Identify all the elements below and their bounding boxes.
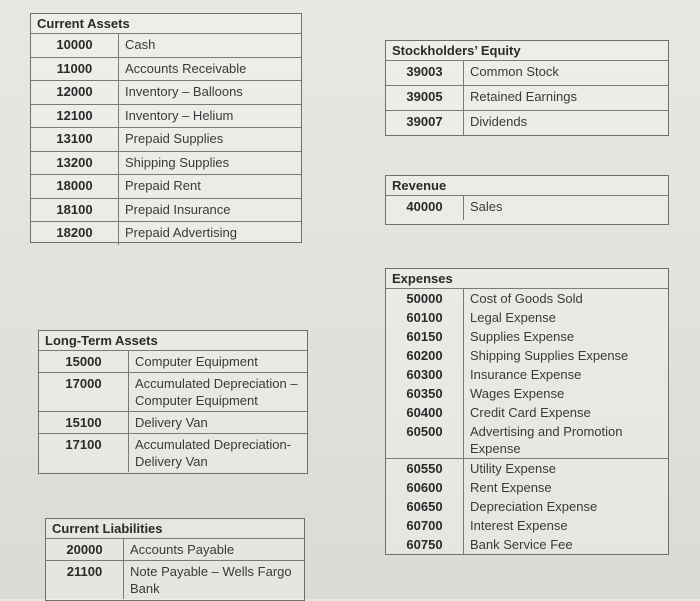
account-number: 39005 [386,86,464,110]
current-assets-title: Current Assets [37,16,130,31]
account-name: Note Payable – Wells Fargo Bank [130,564,292,596]
account-number: 21100 [46,561,124,599]
account-name: Accumulated Depreciation –Computer Equipment [135,376,298,408]
revenue-title: Revenue [392,178,447,193]
table-row [386,403,668,422]
account-name: Prepaid Advertising [125,225,238,240]
account-name: Cost of Goods Sold [470,291,583,306]
table-row [386,422,668,458]
table-row [386,110,668,135]
revenue-table [385,175,669,225]
account-number: 17100 [39,434,129,472]
table-row [31,33,301,57]
account-number: 15000 [39,351,129,372]
account-name: Accounts Receivable [125,60,247,76]
table-row [386,535,668,554]
table-row [386,308,668,327]
account-number: 39003 [386,61,464,85]
table-row [31,151,301,175]
account-name: Dividends [470,114,528,129]
table-row [31,80,301,104]
table-row [31,127,301,151]
stockholders-equity-table [385,40,669,136]
account-number: 60550 [386,459,464,478]
account-number: 18100 [31,199,119,222]
account-number: 12100 [31,105,119,128]
account-number: 15100 [39,412,129,433]
table-row [386,497,668,516]
table-row [39,433,307,472]
table-row [31,174,301,198]
account-number: 40000 [386,196,464,220]
account-number: 60700 [386,516,464,535]
current-assets-table [30,13,302,243]
account-name: Prepaid Supplies [125,131,224,146]
account-name: Accumulated Depreciation-Delivery Van [135,437,292,469]
long-term-assets-table [38,330,308,474]
account-number: 60400 [386,403,464,422]
table-row [46,538,304,560]
account-number: 60750 [386,535,464,554]
account-number: 60650 [386,497,464,516]
account-number: 18200 [31,222,119,245]
table-row [39,372,307,411]
account-name: Depreciation Expense [470,499,598,514]
current-assets-rows [31,33,301,245]
account-name: Prepaid Insurance [125,201,231,217]
table-row [39,411,307,433]
current-liabilities-table [45,518,305,601]
long-term-assets-title: Long-Term Assets [45,333,158,348]
account-name: Advertising and Promotion Expense [470,424,623,456]
account-name: Bank Service Fee [470,537,573,552]
table-row [386,346,668,365]
account-name: Supplies Expense [470,329,575,344]
table-row [31,198,301,222]
table-row [39,350,307,372]
table-row [386,195,668,220]
account-name: Inventory – Helium [125,107,234,123]
account-name: Retained Earnings [470,89,577,104]
account-name: Shipping Supplies Expense [470,348,629,363]
account-number: 60300 [386,365,464,384]
long-term-assets-rows [39,350,307,472]
account-number: 60350 [386,384,464,403]
account-number: 18000 [31,175,119,198]
account-number: 60200 [386,346,464,365]
table-row [386,85,668,110]
table-row [46,560,304,599]
expenses-table [385,268,669,555]
table-row [386,516,668,535]
account-number: 60150 [386,327,464,346]
account-name: Sales [470,199,503,214]
account-number: 39007 [386,111,464,135]
account-name: Common Stock [470,64,559,79]
account-number: 13200 [31,152,119,175]
stockholders-equity-rows [386,60,668,135]
account-number: 13100 [31,128,119,151]
account-name: Credit Card Expense [470,405,591,420]
account-name: Computer Equipment [135,354,258,369]
account-name: Utility Expense [470,461,556,476]
account-number: 11000 [31,58,119,81]
account-number: 60100 [386,308,464,327]
account-name: Inventory – Balloons [125,84,243,99]
account-name: Insurance Expense [470,367,582,382]
current-liabilities-rows [46,538,304,599]
table-row [386,327,668,346]
account-name: Prepaid Rent [125,178,201,193]
stockholders-equity-title: Stockholders’ Equity [392,43,521,58]
expenses-title: Expenses [392,271,453,286]
account-number: 12000 [31,81,119,104]
table-row [386,384,668,403]
account-number: 17000 [39,373,129,411]
account-name: Rent Expense [470,480,552,495]
account-number: 20000 [46,539,124,560]
current-liabilities-title: Current Liabilities [52,521,163,536]
revenue-rows [386,195,668,220]
table-row [386,60,668,85]
account-name: Accounts Payable [130,542,235,557]
account-number: 50000 [386,289,464,308]
account-name: Cash [125,37,156,52]
table-row [386,478,668,497]
table-row [386,288,668,308]
account-name: Shipping Supplies [125,154,230,170]
account-number: 10000 [31,34,119,57]
account-number: 60500 [386,422,464,458]
expenses-rows [386,288,668,554]
table-row [31,57,301,81]
table-row [31,221,301,245]
table-row [386,365,668,384]
account-name: Delivery Van [135,415,208,430]
account-name: Wages Expense [470,386,565,401]
table-row [31,104,301,128]
account-name: Interest Expense [470,518,568,533]
table-row [386,458,668,478]
account-name: Legal Expense [470,310,557,325]
account-number: 60600 [386,478,464,497]
